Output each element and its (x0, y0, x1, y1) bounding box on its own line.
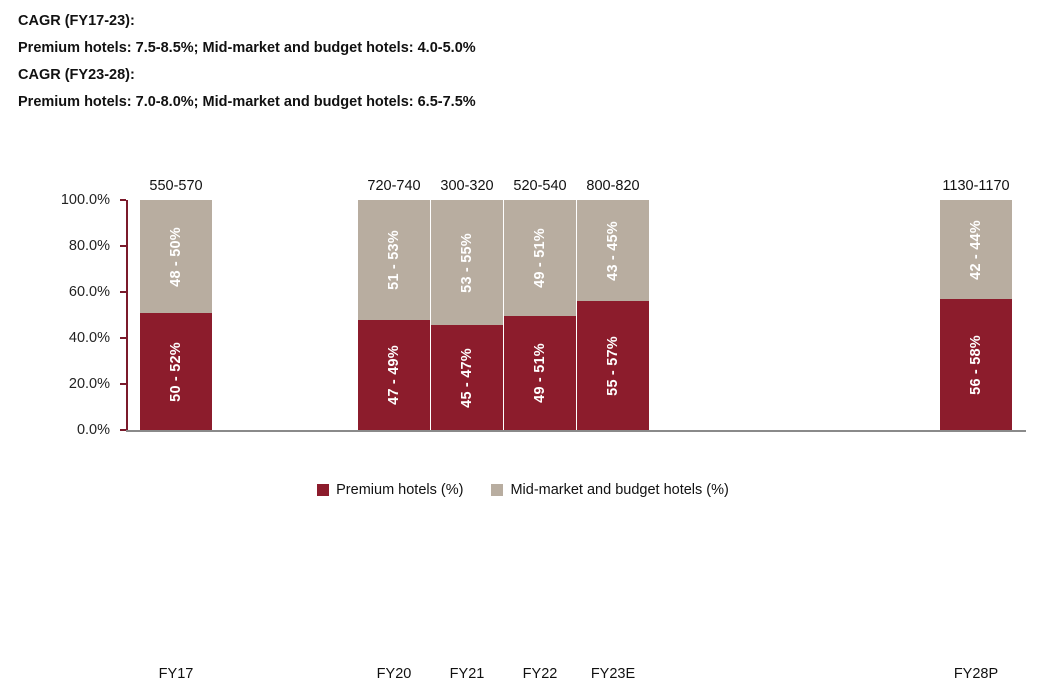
y-tick-label: 60.0% (68, 284, 110, 300)
bar-segment-label: 55 - 57% (604, 335, 621, 396)
bar-segment-premium[interactable] (940, 299, 1012, 430)
bar-segment-label: 43 - 45% (604, 220, 621, 281)
x-category-label: FY23E (590, 666, 636, 682)
legend-label: Mid-market and budget hotels (%) (510, 482, 729, 498)
bar-total-label: 520-540 (513, 178, 567, 194)
bar-total-label: 800-820 (586, 178, 640, 194)
y-axis-tick (120, 429, 126, 431)
bar-segment-mid[interactable] (358, 200, 430, 320)
legend-swatch-icon (317, 484, 329, 496)
x-category-label: FY22 (522, 666, 558, 682)
bar-segment-label: 49 - 51% (531, 343, 548, 403)
cagr-note-line: CAGR (FY23-28): (18, 67, 135, 83)
y-axis-tick (120, 337, 126, 339)
y-axis (46, 192, 118, 438)
bar-segment-premium[interactable] (431, 325, 503, 430)
y-axis-tick (120, 383, 126, 385)
bar-total-label: 300-320 (440, 178, 494, 194)
y-axis-tick (120, 199, 126, 201)
bar-segment-label: 51 - 53% (385, 230, 402, 290)
bar-segment-label: 45 - 47% (458, 347, 475, 408)
bar-segment-label: 48 - 50% (167, 226, 184, 287)
bar-segment-mid[interactable] (577, 200, 649, 301)
x-category-label: FY17 (158, 666, 194, 682)
bar-segment-label: 42 - 44% (967, 219, 984, 280)
cagr-notes (18, 8, 918, 116)
y-tick-label: 20.0% (68, 376, 110, 392)
y-tick-label: 80.0% (68, 238, 110, 254)
chart-legend (0, 482, 1046, 498)
y-axis-tick (120, 291, 126, 293)
x-axis-line (126, 430, 1026, 432)
legend-label: Premium hotels (%) (336, 482, 464, 498)
bar-segment-mid[interactable] (431, 200, 503, 325)
bar-segment-label: 49 - 51% (531, 228, 548, 288)
bar-total-label: 720-740 (367, 178, 421, 194)
x-category-label: FY28P (953, 666, 999, 682)
y-tick-label: 100.0% (60, 192, 110, 208)
bar-total-label: 1130-1170 (942, 178, 1010, 194)
bar-segment-label: 56 - 58% (967, 334, 984, 395)
legend-item-premium[interactable] (317, 482, 463, 498)
bar-segment-premium[interactable] (577, 301, 649, 430)
bar-total-label: 550-570 (149, 178, 203, 194)
legend-swatch-icon (491, 484, 503, 496)
bar-segment-mid[interactable] (504, 200, 576, 316)
cagr-note-line: CAGR (FY17-23): (18, 13, 135, 29)
bar-segment-premium[interactable] (358, 320, 430, 430)
bar-segment-label: 50 - 52% (167, 341, 184, 402)
y-axis-tick (120, 245, 126, 247)
x-category-label: FY21 (449, 666, 485, 682)
cagr-note-line: Premium hotels: 7.5-8.5%; Mid-market and budget hotels: 4.0-5.0% (18, 40, 476, 56)
bar-segment-premium[interactable] (504, 316, 576, 430)
bar-segment-mid[interactable] (940, 200, 1012, 299)
bar-segment-premium[interactable] (140, 313, 212, 430)
bar-segment-mid[interactable] (140, 200, 212, 313)
y-tick-label: 0.0% (76, 422, 110, 438)
bar-segment-label: 53 - 55% (458, 232, 475, 293)
legend-item-midmarket[interactable] (491, 482, 728, 498)
y-tick-label: 40.0% (68, 330, 110, 346)
x-category-label: FY20 (376, 666, 412, 682)
cagr-note-line: Premium hotels: 7.0-8.0%; Mid-market and budget hotels: 6.5-7.5% (18, 94, 476, 110)
bar-segment-label: 47 - 49% (385, 345, 402, 405)
